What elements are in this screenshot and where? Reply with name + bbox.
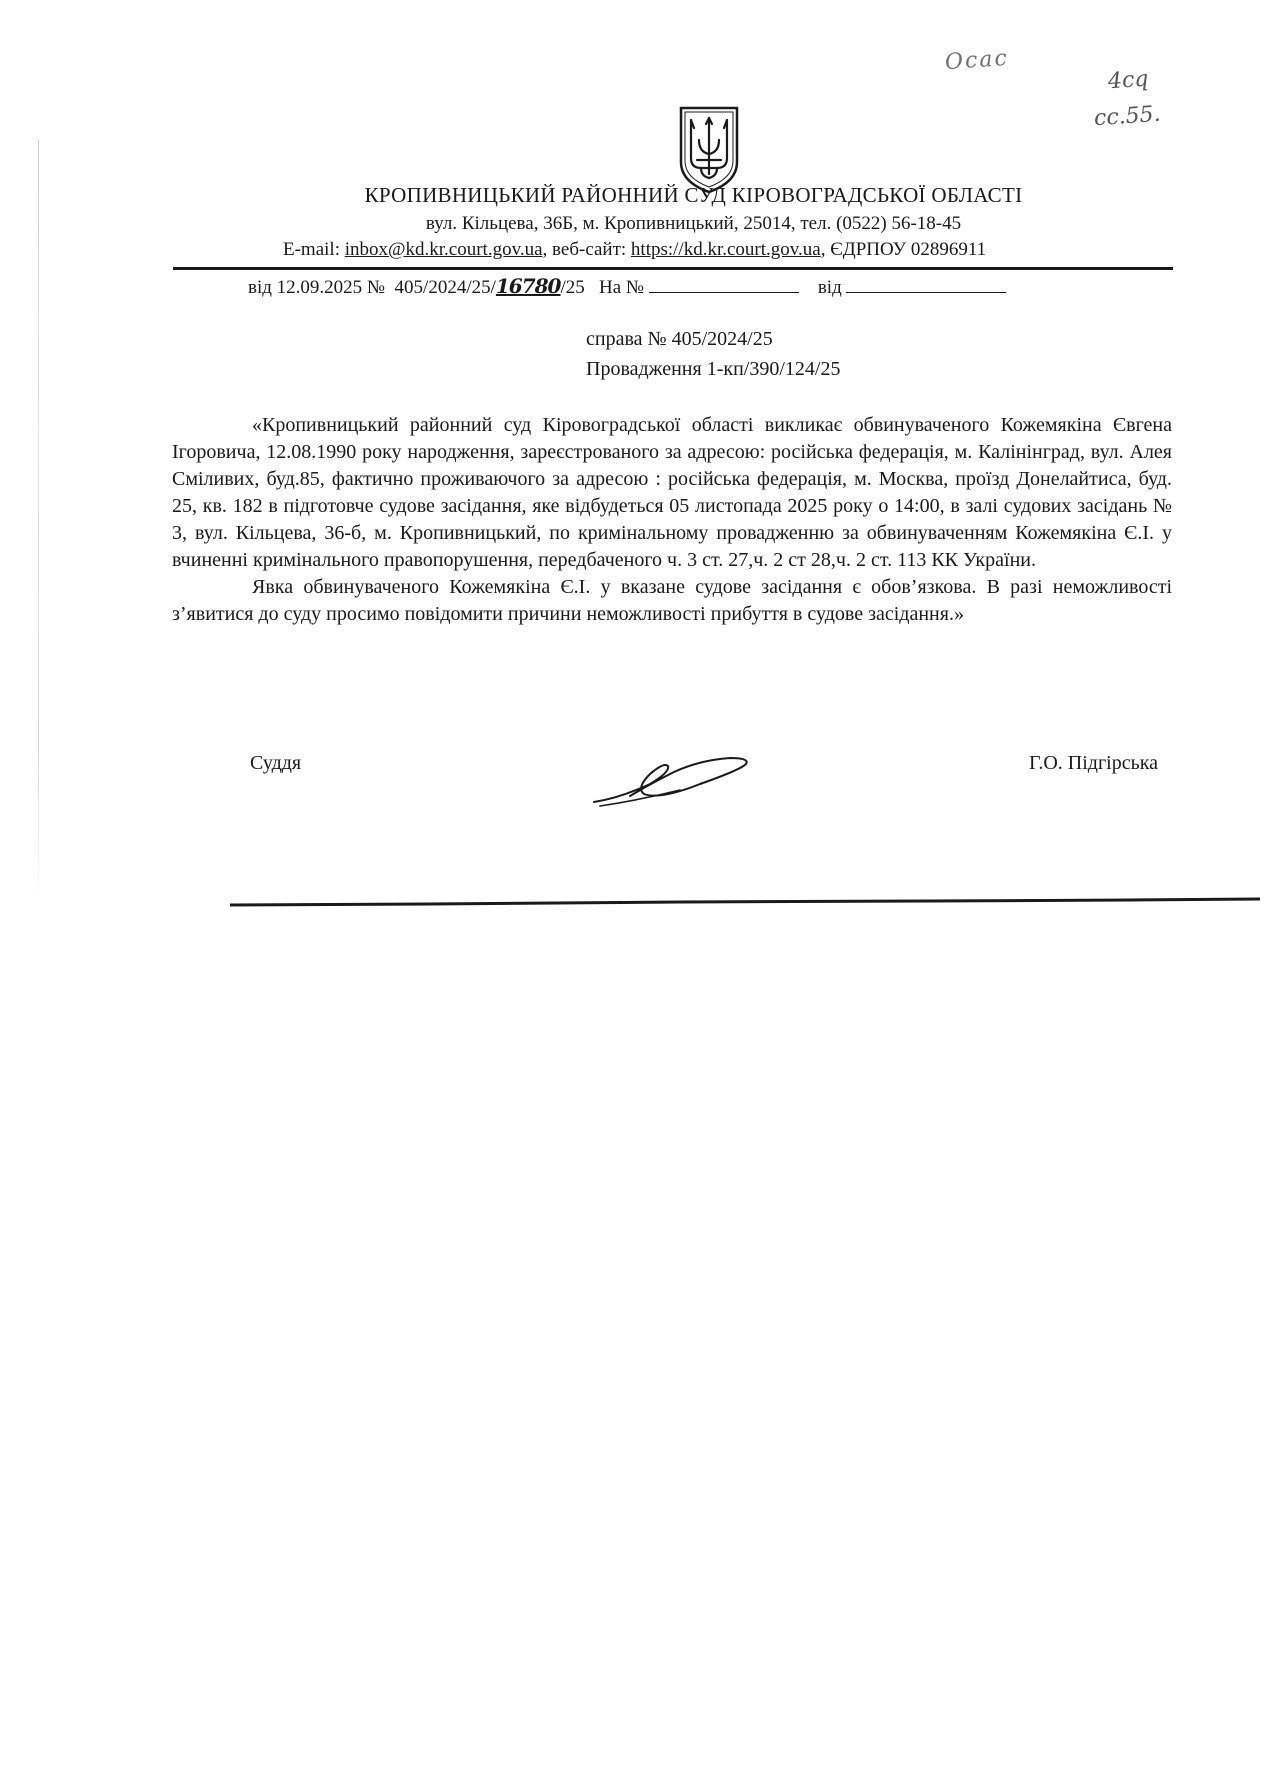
handwritten-registration-number: 16780 [495,274,561,298]
court-name: КРОПИВНИЦЬКИЙ РАЙОННИЙ СУД КІРОВОГРАДСЬКОЇ ОБЛАСТІ [364,183,1023,207]
signer-role: Суддя [250,752,302,774]
outgoing-number-prefix: 405/2024/25/ [394,277,496,298]
bottom-divider [230,895,1260,909]
summons-paragraph: «Кропивницький районний суд Кіровоградської області викликає обвинуваченого Кожемякіна Євгена Ігоровича, 12.08.1990 року народження, зареєстрованого за адресою: російська федерація, м. Калінінград, вул. Алея Сміливих, буд.85, фактично проживаючого за адресою : російська федерація, м. Москва, проїзд Донелайтиса, буд. 25, кв. 182 в підготовче судове засідання, яке відбудеться 05 листопада 2025 року о 14:00, в залі судових засідань № 3, вул. Кільцева, 36-б, м. Кропивницький, по кримінальному провадженню за обвинуваченням Кожемякіна Є.І. у вчиненні кримінального правопорушення, передбаченого ч. 3 ст. 27,ч. 2 ст 28,ч. 2 ст. 113 КК України. [172,414,1172,571]
reply-from-label: від [817,277,842,298]
email-label: E-mail: [283,239,340,260]
header-divider [173,267,1173,270]
scan-edge-artifact [38,140,39,900]
court-contacts: E-mail: inbox@kd.kr.court.gov.ua, веб-сайт: https://kd.kr.court.gov.ua, ЄДРПОУ 02896911 [283,239,987,260]
reply-from-blank [846,276,1006,293]
signer-name: Г.О. Підгірська [1029,752,1158,774]
summons-paragraph: Явка обвинуваченого Кожемякіна Є.І. у вказане судове засідання є обов’язкова. В разі неможливості з’явитися до суду просимо повідомити причини неможливості прибуття в судове засідання.» [172,576,1172,625]
handwritten-note: 4cq [1107,66,1150,95]
edrpou-code: ЄДРПОУ 02896911 [830,239,987,260]
handwritten-signature-icon [590,750,760,810]
summons-body [172,412,1172,628]
handwritten-note: cc.55. [1093,101,1162,132]
proceeding-number: Провадження 1-кп/390/124/25 [586,358,841,380]
outgoing-date: від 12.09.2025 № [248,277,386,298]
email-link[interactable]: inbox@kd.kr.court.gov.ua [344,239,543,260]
outgoing-number-suffix: /25 [560,277,585,298]
reply-to-blank [649,276,799,293]
website-link[interactable]: https://kd.kr.court.gov.ua [630,239,821,260]
website-label: веб-сайт: [552,239,627,260]
handwritten-note: Ocac [944,45,1010,76]
court-address: вул. Кільцева, 36Б, м. Кропивницький, 25014, тел. (0522) 56-18-45 [425,213,962,234]
outgoing-reference [248,274,1006,299]
case-number: справа № 405/2024/25 [586,328,773,350]
case-info [586,324,840,384]
reply-to-label: На № [599,277,645,298]
